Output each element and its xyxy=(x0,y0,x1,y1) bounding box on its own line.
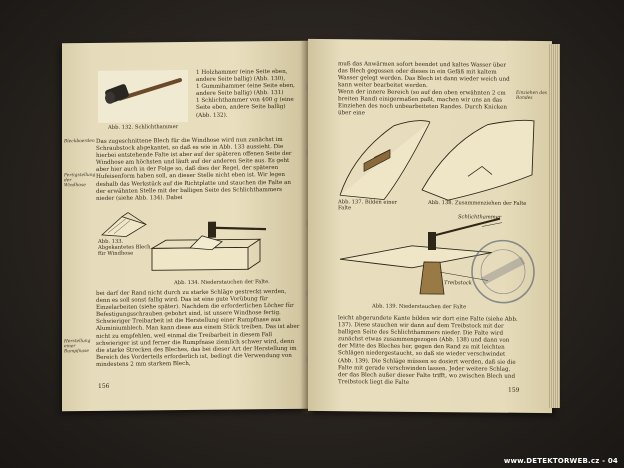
margin-note: Einziehen des Randes xyxy=(516,90,548,102)
right-paragraph-2: Wenn der innere Bereich (so auf den oben erwähnten 2 cm breiten Rand) einigermaßen paßt, machen wir uns an das Einziehen des noch unbearbeiteten Randes. Durch Knicken über eine xyxy=(338,89,507,117)
figure-138-fold xyxy=(418,114,538,205)
page-edge-stack xyxy=(548,44,560,408)
page-number-right: 159 xyxy=(508,386,520,394)
label-schlichthammer: Schlichthammer xyxy=(458,214,502,221)
hammer-list-item: 1 Schlichthammer von 400 g (eine Seite eben, andere Seite ballig) (Abb. 132). xyxy=(196,97,294,119)
figure-132-caption: Abb. 132. Schlichthammer xyxy=(108,124,179,131)
left-paragraph-2: bei darf der Rand nicht durch zu starke Schläge gestreckt werden, denn es soll sonst fallig wird. Das ist eine gute Vorübung für Einzelarbeiten (siehe später). Nachdem die erforderlichen Löcher für Befestigungsschrauben gebohrt sind, ist unsere Windhose fertig. Schwieriger Treibarbeit ist die Herstellung einer Rumpfnase aus Aluminiumblech. Man kann diese aus einem Stück treiben. Das ist aber nicht zu empfehlen, weil einmal die Treibarbeit in diesem Fall schwieriger ist und ferner die Rumpfnase ziemlich schwer wird, denn die starke Strecken des Bleches, das bei dieser Art der Herstellung im Bereich des Vorderteils erforderlich ist, bedingt die Verwendung von mindestens 2 mm starkem Blech, xyxy=(96,288,300,368)
margin-note: Fertigstellung der Windhose xyxy=(64,172,96,189)
right-paragraph-1: muß das Anwärmen sofort beendet und kaltes Wasser über das Blech gegossen oder dieses in ein Gefäß mit kaltem Wasser gelegt werden. Das Blech ist dann wieder weich und kann weiter bearbeitet werden. xyxy=(338,61,510,90)
figure-137-caption: Abb. 137. Bilden einer Falte xyxy=(338,199,398,212)
margin-note: Bleckboerden xyxy=(64,138,95,145)
left-page xyxy=(62,41,308,412)
hammer-list-item: 1 Gummihammer (eine Seite eben, andere Seite ballig) (Abb. 131) xyxy=(196,83,295,98)
figure-132-hammer xyxy=(98,70,188,123)
ink-stamp xyxy=(468,236,538,307)
figure-133-caption: Abb. 133. Abgekantetes Blech für Windhose xyxy=(98,238,151,257)
hammer-list xyxy=(196,69,300,120)
watermark: www.DETEKTORWEB.cz - 04 xyxy=(503,457,618,465)
margin-note: Herstellung einer Rumpfnase xyxy=(64,338,91,355)
page-number-left: 156 xyxy=(98,382,110,390)
figure-134-caption: Abb. 134. Niederstauchen der Falte. xyxy=(174,279,270,287)
figure-138-caption: Abb. 138. Zusammenziehen der Falte xyxy=(428,199,527,207)
hammer-list-item: 1 Holzhammer (eine Seite eben, andere Seite ballig) (Abb. 130), xyxy=(196,68,288,83)
right-page xyxy=(308,39,552,413)
figure-134-anvil xyxy=(142,217,274,278)
left-paragraph-1: Das zugeschnittene Blech für die Windhose wird nun zunächst im Schraubstock abgekantet, so daß es wie in Abb. 133 aussieht. Die hierbei entstehende Falte ist aber auf der späteren offenen Seite der Windhose am höchsten und läuft auf der anderen Seite aus. Es geht aber hier auch in der Folge so, daß dies der Regel, der späteren Hufeisenform haben soll, an dieser Stelle nicht eben ist. Wir legen deshalb das Werkstück auf die Richtplatte und stauchen die Falte an der erwähnten Stelle mit der balligen Seite des Schlichthammers nieder (siehe Abb. 134). Dabei xyxy=(96,136,292,202)
label-treibstock: Treibstock xyxy=(444,280,472,287)
figure-139-caption: Abb. 139. Niederstauchen der Falte xyxy=(372,303,467,311)
right-paragraph-3: leicht abgerundete Kante bilden wir dort eine Falte (siehe Abb. 137). Diese stauchen wir dann auf dem Treibstock mit der balligen Seite des Schlichthammers nieder. Die Falte wird zunächst etwas zusammengezogen (Abb. 138) und dann von der Mitte des Bleches her, gegen den Rand zu mit leichten Schlägen niedergestaucht, so daß sie wieder verschwindet (Abb. 139). Die Schläge müssen so dosiert werden, daß sie die Falte mit gerade verschwinden lassen. Jeder weitere Schlag, der das Blech außer dieser Falte trifft, wo zwischen Blech und Treibstock liegt die Falte xyxy=(338,315,518,386)
